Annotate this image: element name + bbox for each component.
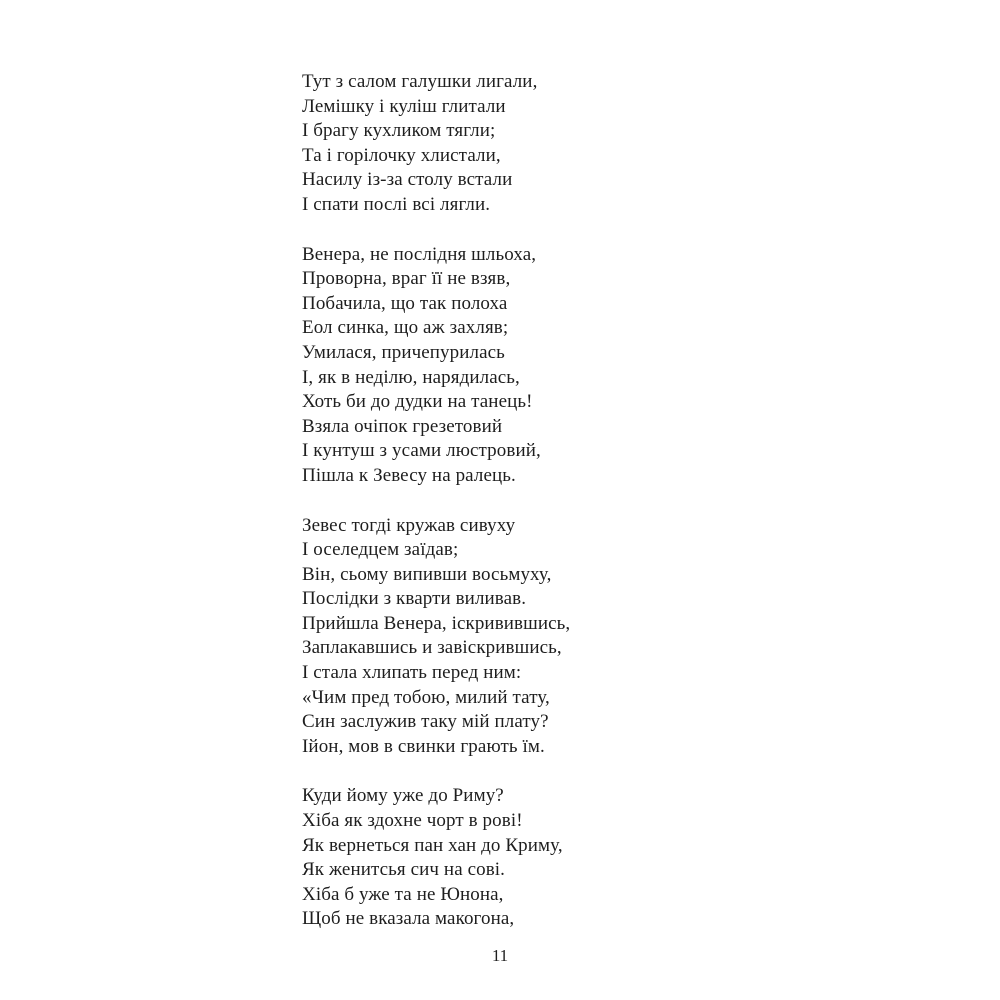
poem-line: Хоть би до дудки на танець! — [302, 391, 533, 413]
poem-line: Хіба б уже та не Юнона, — [302, 883, 504, 905]
poem-line: Умилася, причепурилась — [302, 341, 505, 363]
poem-line: Взяла очіпок грезетовий — [302, 415, 503, 437]
poem-line: Та і горілочку хлистали, — [302, 144, 501, 166]
poem-line: І брагу кухликом тягли; — [302, 120, 496, 142]
poem-line: Куди йому уже до Риму? — [302, 785, 504, 807]
poem-line: І спати послі всі лягли. — [302, 193, 491, 215]
poem-line: І стала хлипать перед ним: — [302, 662, 522, 684]
poem-line: Ійон, мов в свинки грають їм. — [302, 735, 545, 757]
poem-line: Як женитсья сич на сові. — [302, 859, 506, 881]
poem-line: Лемішку і куліш глитали — [302, 95, 506, 117]
page-number: 11 — [491, 946, 509, 965]
stanza-4 — [302, 784, 702, 932]
poem-line: Як вернеться пан хан до Криму, — [302, 834, 563, 856]
stanza-1 — [302, 70, 702, 218]
poem-line: Тут з салом галушки лигали, — [302, 71, 538, 92]
poem-line: І, як в неділю, нарядилась, — [302, 366, 520, 388]
poem-line: Щоб не вказала макогона, — [302, 908, 515, 930]
stanza-3 — [302, 514, 702, 760]
poem-line: Еол синка, що аж захляв; — [302, 317, 509, 339]
poem-line: І кунтуш з усами люстровий, — [302, 440, 541, 462]
stanza-2 — [302, 243, 702, 489]
poem-line: Насилу із-за столу встали — [302, 169, 513, 191]
poem-line: Венера, не послідня шльоха, — [302, 243, 537, 265]
poem-line: Син заслужив таку мій плату? — [302, 711, 549, 733]
poem-text — [302, 70, 702, 957]
poem-line: Він, сьому випивши восьмуху, — [302, 563, 552, 585]
poem-line: Хіба як здохне чорт в рові! — [302, 810, 523, 832]
poem-line: Проворна, враг її не взяв, — [302, 268, 511, 290]
poem-line: Пішла к Зевесу на ралець. — [302, 464, 516, 486]
poem-line: Заплакавшись и завіскрившись, — [302, 637, 562, 659]
poem-line: «Чим пред тобою, милий тату, — [302, 686, 550, 708]
poem-line: Побачила, що так полоха — [302, 292, 508, 314]
poem-line: Зевес тогді кружав сивуху — [302, 514, 516, 536]
poem-line: І оселедцем заїдав; — [302, 539, 459, 561]
poem-line: Послідки з кварти виливав. — [302, 588, 527, 610]
poem-line: Прийшла Венера, іскривившись, — [302, 612, 571, 634]
